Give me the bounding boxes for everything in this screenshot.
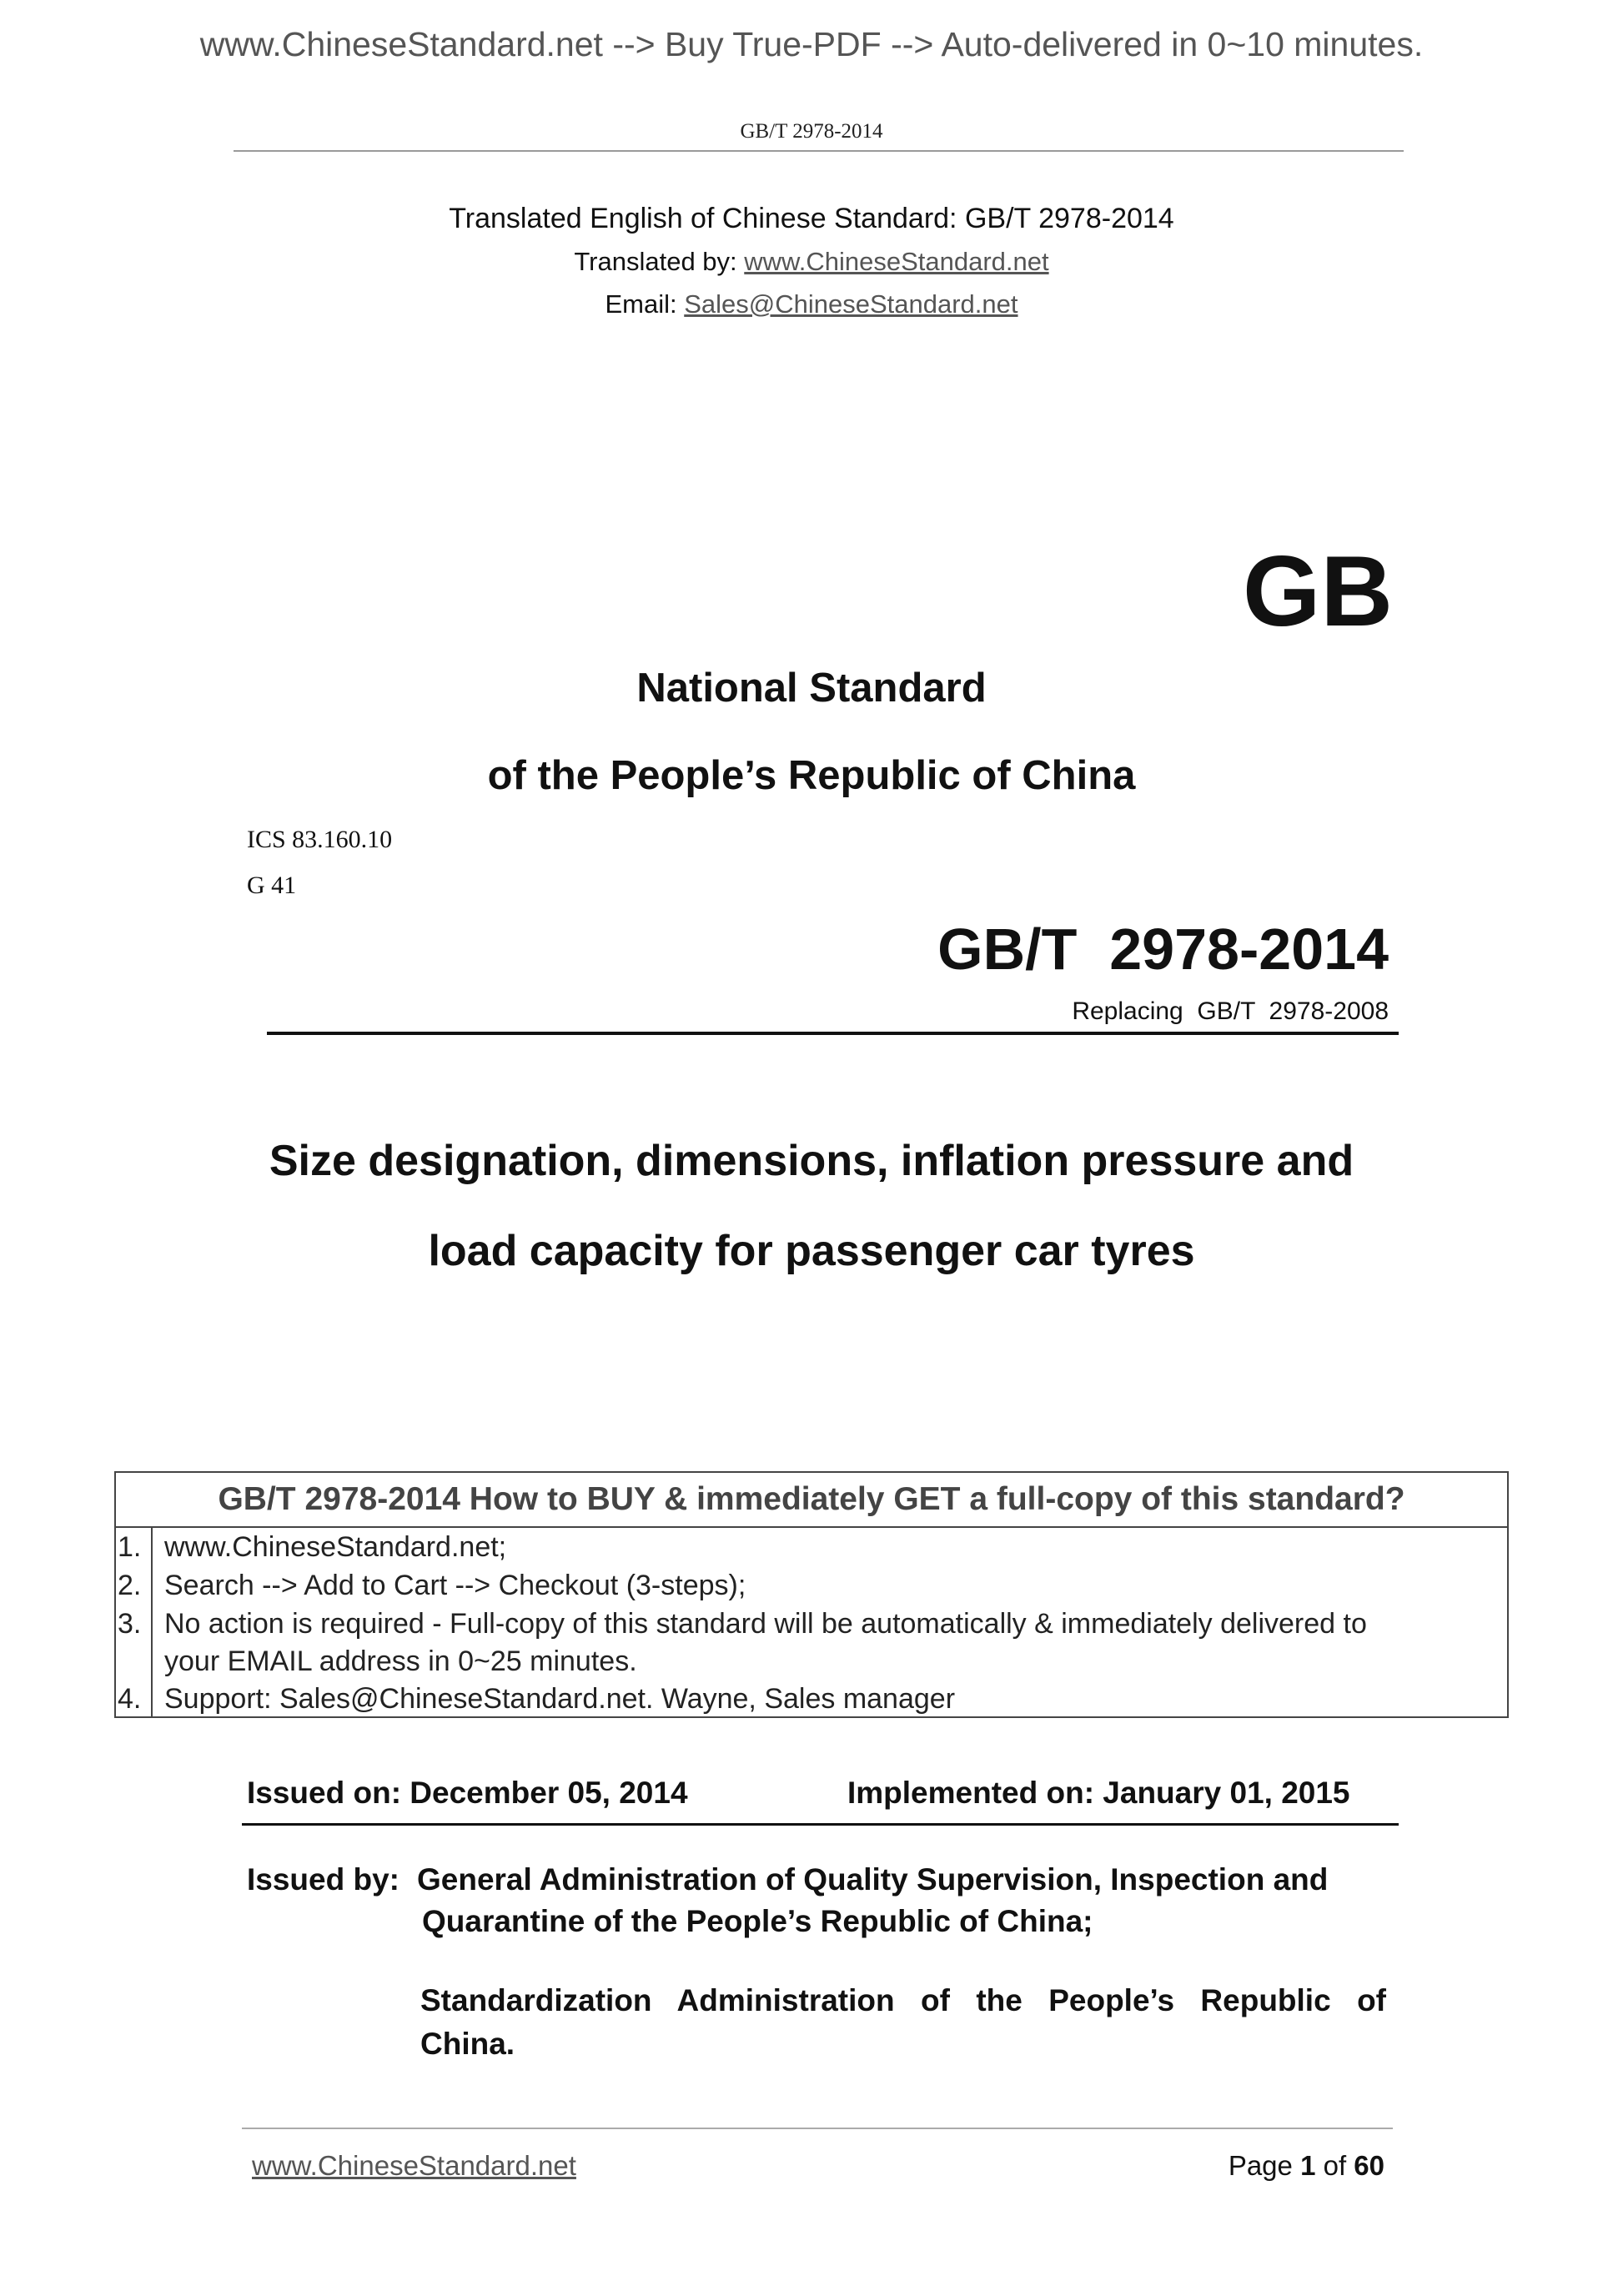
email-link[interactable]: Sales@ChineseStandard.net bbox=[684, 289, 1018, 319]
issued-on-date: Issued on: December 05, 2014 bbox=[247, 1776, 688, 1810]
top-banner: www.ChineseStandard.net --> Buy True-PDF --> Auto-delivered in 0~10 minutes. bbox=[199, 25, 1424, 63]
national-standard-line-2: of the People’s Republic of China bbox=[487, 753, 1136, 798]
list-item-number: 4. bbox=[116, 1680, 153, 1718]
header-divider bbox=[234, 150, 1404, 152]
standard-number: GB/T 2978-2014 bbox=[937, 917, 1389, 982]
page-current: 1 bbox=[1300, 2150, 1316, 2181]
issued-by-label: Issued by: bbox=[247, 1862, 399, 1897]
email-label: Email: bbox=[605, 289, 685, 319]
list-item-number: 1. bbox=[116, 1528, 153, 1566]
issue-divider bbox=[242, 1823, 1399, 1826]
translated-by-label: Translated by: bbox=[574, 247, 745, 276]
list-item-text: No action is required - Full-copy of this standard will be automatically & immediately delivered to bbox=[164, 1608, 1367, 1640]
list-item-text: Search --> Add to Cart --> Checkout (3-steps); bbox=[164, 1570, 746, 1601]
header-doc-number: GB/T 2978-2014 bbox=[740, 120, 883, 143]
issuer-line-3: Standardization Administration of the People’s Republic of bbox=[420, 1983, 1386, 2017]
document-title-line-2: load capacity for passenger car tyres bbox=[428, 1227, 1195, 1275]
list-item-text: your EMAIL address in 0~25 minutes. bbox=[164, 1645, 637, 1677]
list-item-text: Support: Sales@ChineseStandard.net. Wayne, Sales manager bbox=[164, 1683, 956, 1715]
list-item-number: 2. bbox=[116, 1566, 153, 1605]
list-item bbox=[116, 1566, 1507, 1605]
buy-box-heading: GB/T 2978-2014 How to BUY & immediately GET a full-copy of this standard? bbox=[218, 1481, 1405, 1517]
ics-code: ICS 83.160.10 bbox=[247, 826, 393, 853]
gb-mark: GB bbox=[1243, 535, 1393, 647]
footer-divider bbox=[242, 2128, 1393, 2129]
translator-link[interactable]: www.ChineseStandard.net bbox=[744, 247, 1049, 276]
national-standard-line-1: National Standard bbox=[636, 666, 987, 711]
page-mid: of bbox=[1315, 2150, 1354, 2181]
list-item-text: www.ChineseStandard.net; bbox=[164, 1531, 507, 1563]
buy-steps-list bbox=[116, 1526, 1507, 1718]
list-item-continuation bbox=[116, 1643, 1507, 1680]
list-item-number bbox=[116, 1643, 153, 1680]
footer-link[interactable]: www.ChineseStandard.net bbox=[252, 2150, 576, 2181]
page-prefix: Page bbox=[1228, 2150, 1301, 2181]
buy-info-box bbox=[114, 1471, 1509, 1718]
replacing-note: Replacing GB/T 2978-2008 bbox=[1072, 997, 1389, 1025]
list-item bbox=[116, 1528, 1507, 1566]
issuer-line-4: China. bbox=[420, 2027, 515, 2061]
translated-by bbox=[0, 247, 1623, 277]
list-item bbox=[116, 1680, 1507, 1718]
issuer-line-2: Quarantine of the People’s Republic of China; bbox=[422, 1904, 1093, 1938]
title-divider bbox=[267, 1032, 1399, 1035]
ccs-code: G 41 bbox=[247, 872, 297, 899]
implemented-on-date: Implemented on: January 01, 2015 bbox=[847, 1776, 1350, 1810]
translation-email bbox=[0, 289, 1623, 319]
page-total: 60 bbox=[1354, 2150, 1384, 2181]
list-item-number: 3. bbox=[116, 1605, 153, 1643]
document-title-line-1: Size designation, dimensions, inflation pressure and bbox=[269, 1137, 1354, 1185]
page-number bbox=[1084, 2150, 1384, 2182]
issuer-line-1: General Administration of Quality Supervision, Inspection and bbox=[417, 1862, 1329, 1897]
list-item bbox=[116, 1605, 1507, 1643]
translation-title: Translated English of Chinese Standard: GB/T 2978-2014 bbox=[449, 203, 1174, 234]
